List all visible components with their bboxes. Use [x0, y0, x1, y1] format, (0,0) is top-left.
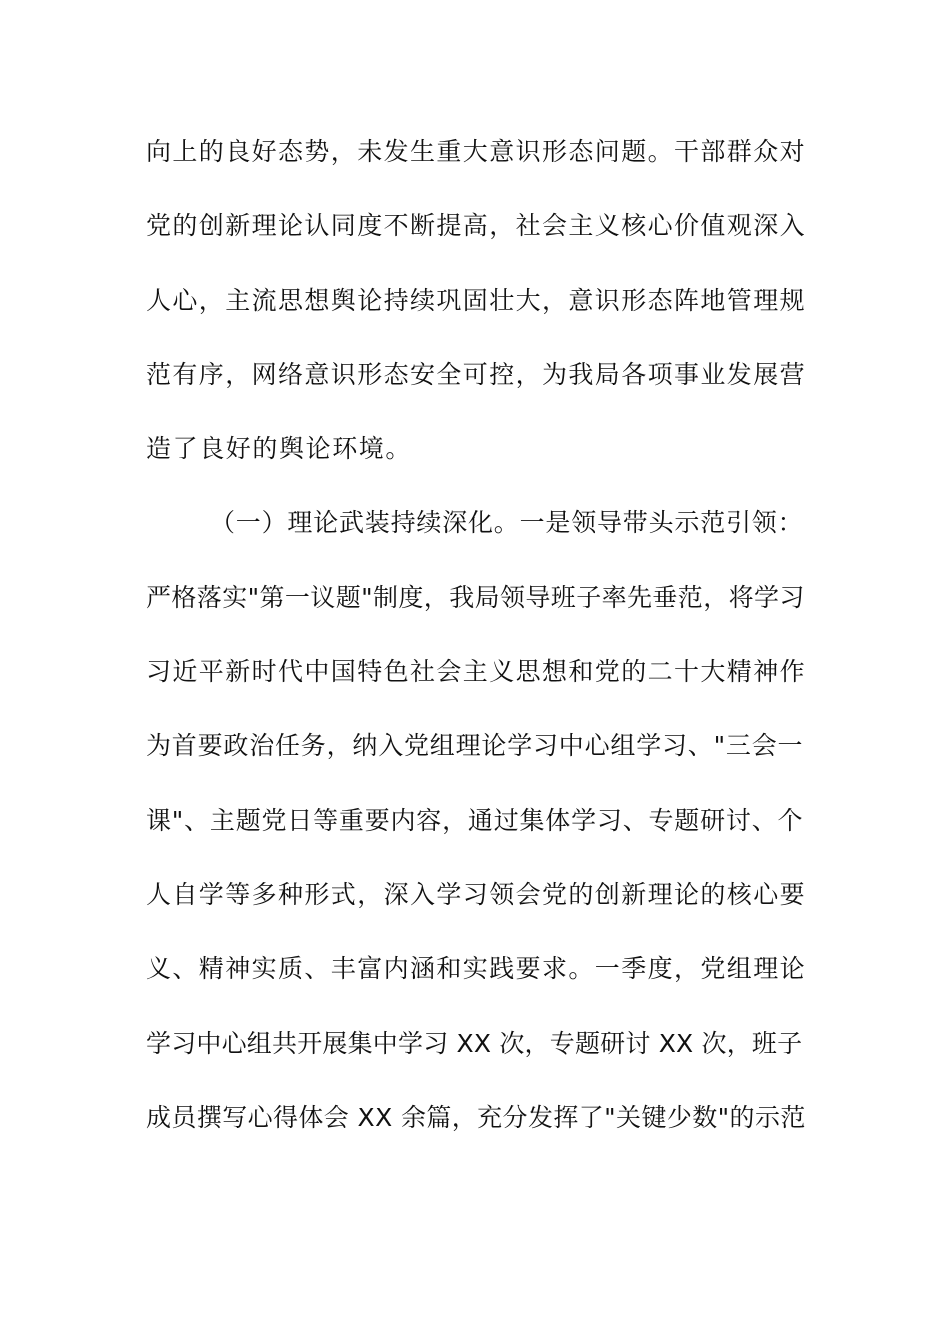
body-text-line: 课"、主题党日等重要内容，通过集体学习、专题研讨、个: [146, 806, 804, 835]
body-text-line: 义、精神实质、丰富内涵和实践要求。一季度，党组理论: [146, 954, 807, 983]
section-heading-line: （一）理论武装持续深化。一是领导带头示范引领：: [210, 508, 804, 537]
body-text-line: 向上的良好态势，未发生重大意识形态问题。干部群众对: [146, 137, 807, 166]
body-text-line: 为首要政治任务，纳入党组理论学习中心组学习、"三会一: [146, 731, 804, 760]
body-text-line: 人自学等多种形式，深入学习领会党的创新理论的核心要: [146, 880, 807, 909]
body-text-line: 造了良好的舆论环境。: [146, 434, 413, 463]
body-text-line: 学习中心组共开展集中学习 XX 次，专题研讨 XX 次，班子: [146, 1029, 803, 1058]
body-text-line: 严格落实"第一议题"制度，我局领导班子率先垂范，将学习: [146, 583, 805, 612]
body-text-line: 人心，主流思想舆论持续巩固壮大，意识形态阵地管理规: [146, 286, 807, 315]
body-text-line: 成员撰写心得体会 XX 余篇，充分发挥了"关键少数"的示范: [146, 1103, 806, 1132]
body-text-line: 习近平新时代中国特色社会主义思想和党的二十大精神作: [146, 657, 807, 686]
body-text-line: 党的创新理论认同度不断提高，社会主义核心价值观深入: [146, 211, 807, 240]
body-text-line: 范有序，网络意识形态安全可控，为我局各项事业发展营: [146, 360, 807, 389]
